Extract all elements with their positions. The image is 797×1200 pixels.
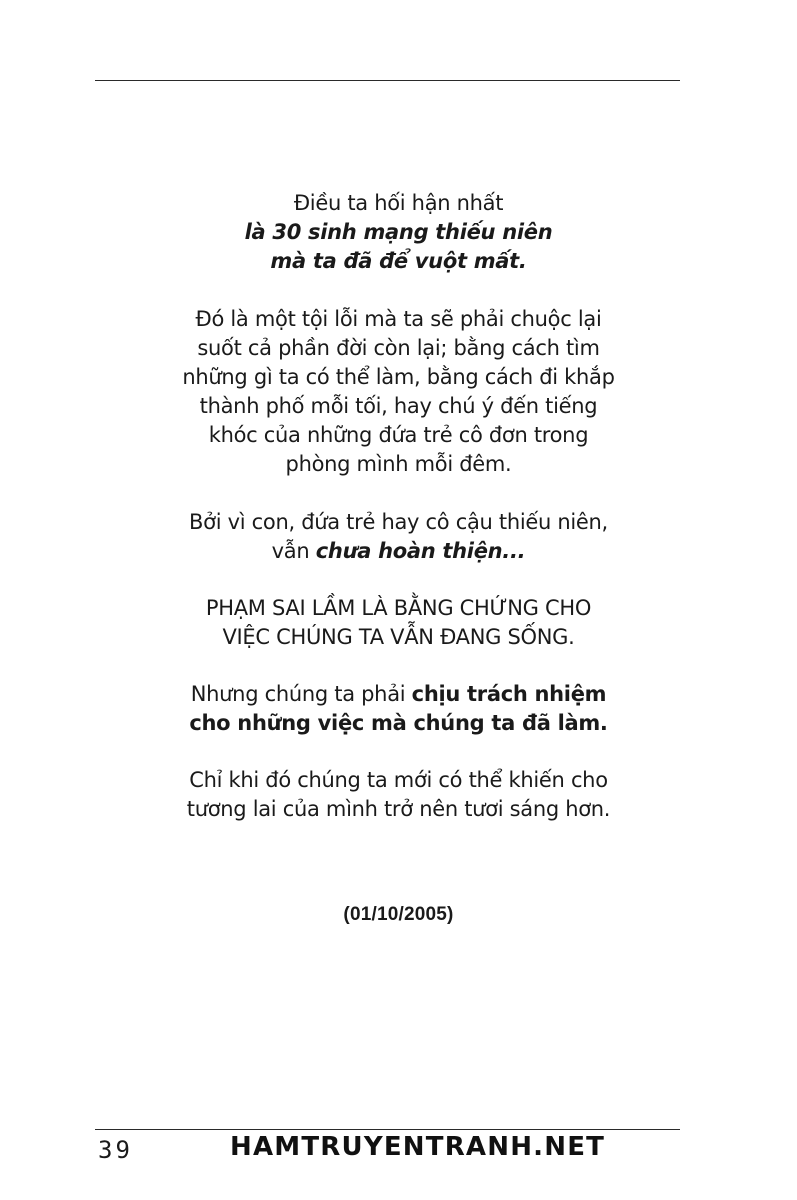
text-segment: thành phố mỗi tối, hay chú ý đến tiếng (199, 394, 598, 418)
text-segment: những gì ta có thể làm, bằng cách đi khắp (182, 365, 615, 389)
paragraph-mistakes (0, 594, 797, 652)
text-line (0, 305, 797, 334)
text-line (0, 709, 797, 738)
paragraph-responsibility (0, 680, 797, 738)
text-segment: Bởi vì con, đứa trẻ hay cô cậu thiếu niên, (189, 510, 608, 534)
text-line (0, 795, 797, 824)
text-line (0, 537, 797, 566)
paragraph-incomplete (0, 508, 797, 566)
text-line (0, 421, 797, 450)
text-line (0, 189, 797, 218)
text-segment: mà ta đã để vuột mất. (270, 249, 527, 273)
text-line (0, 363, 797, 392)
text-segment: vẫn (271, 539, 316, 563)
text-segment: VIỆC CHÚNG TA VẪN ĐANG SỐNG. (222, 625, 575, 649)
paragraph-future (0, 766, 797, 824)
text-segment: là 30 sinh mạng thiếu niên (244, 220, 553, 244)
text-segment: chưa hoàn thiện... (315, 539, 526, 563)
text-segment: Điều ta hối hận nhất (293, 191, 504, 215)
text-line (0, 594, 797, 623)
text-line (0, 218, 797, 247)
page-number: 39 (98, 1136, 133, 1164)
text-line (0, 392, 797, 421)
text-line (0, 450, 797, 479)
text-line (0, 623, 797, 652)
text-segment: PHẠM SAI LẦM LÀ BẰNG CHỨNG CHO (205, 596, 592, 620)
text-line (0, 680, 797, 709)
text-segment: chịu trách nhiệm (411, 682, 607, 706)
text-line (0, 766, 797, 795)
text-line (0, 247, 797, 276)
top-divider (95, 80, 680, 81)
text-segment: khóc của những đứa trẻ cô đơn trong (208, 423, 589, 447)
paragraph-regret (0, 189, 797, 276)
text-segment: Chỉ khi đó chúng ta mới có thể khiến cho (189, 768, 608, 792)
date-label: (01/10/2005) (343, 904, 454, 925)
text-segment: Đó là một tội lỗi mà ta sẽ phải chuộc lại (195, 307, 602, 331)
bottom-divider (95, 1129, 680, 1130)
text-segment: suốt cả phần đời còn lại; bằng cách tìm (197, 336, 600, 360)
site-watermark: HAMTRUYENTRANH.NET (230, 1132, 606, 1162)
text-line (0, 334, 797, 363)
text-segment: phòng mình mỗi đêm. (285, 452, 512, 476)
text-segment: cho những việc mà chúng ta đã làm. (189, 711, 608, 735)
text-segment: Nhưng chúng ta phải (190, 682, 412, 706)
text-line (0, 508, 797, 537)
text-segment: tương lai của mình trở nên tươi sáng hơn. (186, 797, 611, 821)
paragraph-atonement (0, 305, 797, 479)
